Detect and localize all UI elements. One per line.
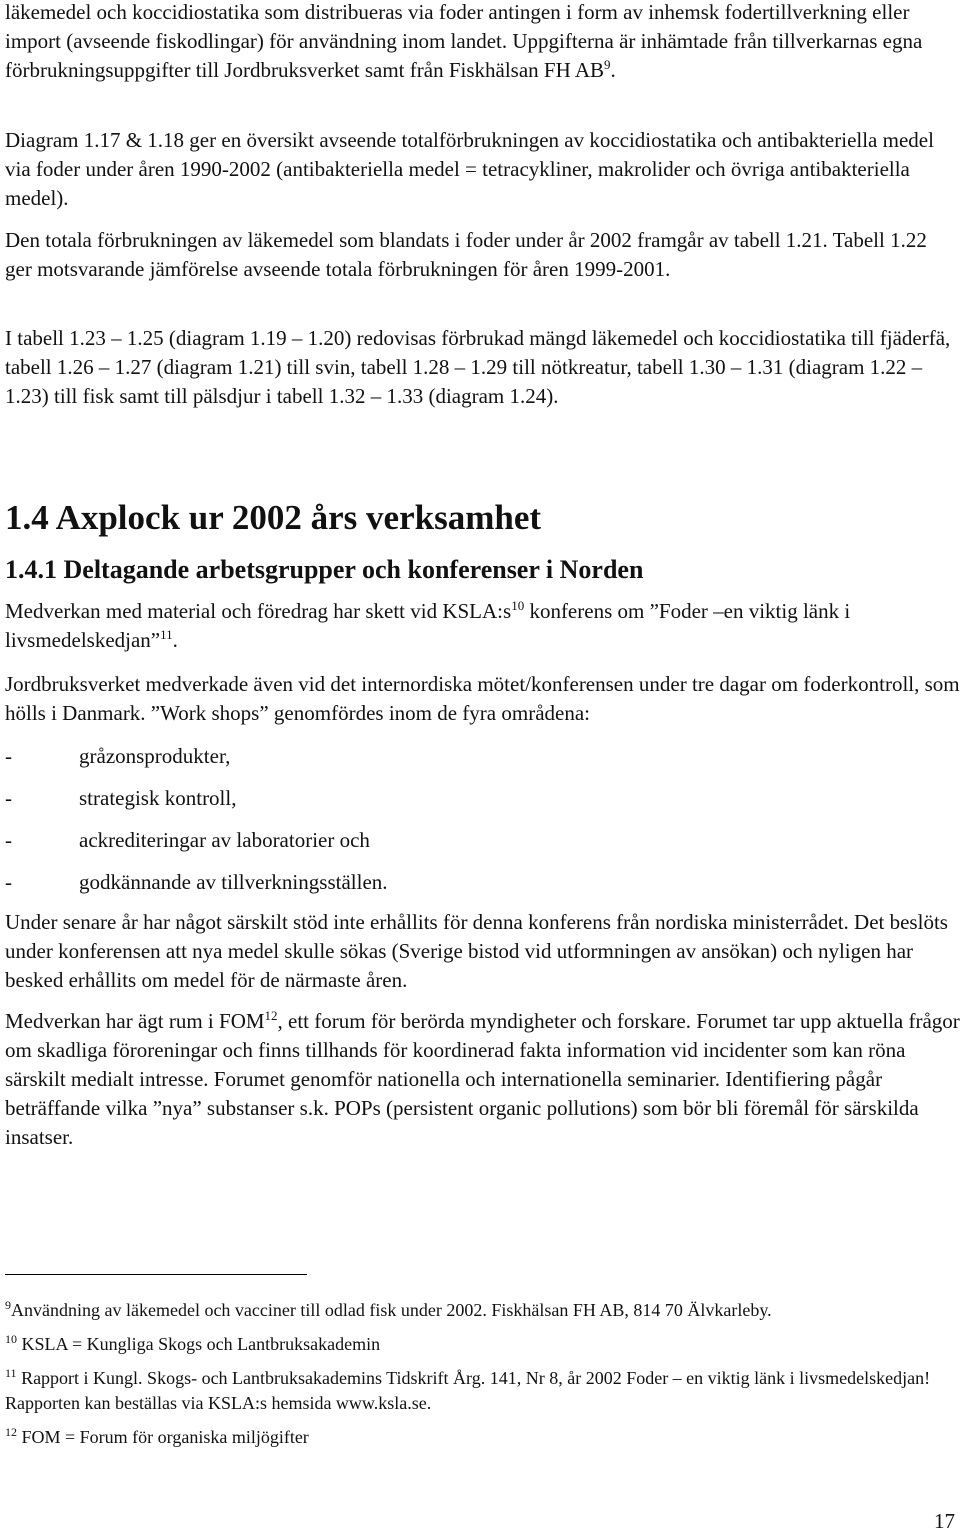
- list-dash: -: [5, 786, 12, 810]
- intro-end: .: [610, 58, 616, 82]
- paragraph-medverkan: [5, 597, 955, 655]
- paragraph-tabell: I tabell 1.23 – 1.25 (diagram 1.19 – 1.20) redovisas förbrukad mängd läkemedel och koccidiostatika till fjäderfä, tabell 1.26 – 1.27 (diagram 1.21) till svin, tabell 1.28 – 1.29 till nötkreatur, tabell 1.30 – 1.31 (diagram 1.22 – 1.23) till fisk samt till pälsdjur i tabell 1.32 – 1.33 (diagram 1.24).: [5, 326, 951, 408]
- paragraph-fom: [5, 1007, 960, 1152]
- footnote-11: [5, 1366, 955, 1416]
- footnote-number: 12: [5, 1425, 17, 1439]
- footnote-9: [5, 1298, 955, 1323]
- footnote-text: KSLA = Kungliga Skogs och Lantbruksakademin: [17, 1334, 381, 1354]
- footnote-divider: [5, 1274, 307, 1275]
- fom-text-b: , ett forum för berörda myndigheter och forskare. Forumet tar upp aktuella frågor om skadliga föroreningar och finns tillhands för koordinerad fakta information vid incidenter som kan röna särskilt medialt intresse. Forumet genomför nationella och internationella seminarier. Identifiering pågår beträffande vilka ”nya” substanser s.k. POPs (persistent organic pollutions) som bör bli föremål för särskilda insatser.: [5, 1009, 960, 1149]
- section-heading: 1.4 Axplock ur 2002 års verksamhet: [5, 498, 542, 537]
- list-dash: -: [5, 828, 12, 852]
- footnote-text: FOM = Forum för organiska miljögifter: [17, 1427, 309, 1447]
- paragraph-under: Under senare år har något särskilt stöd inte erhållits för denna konferens från nordiska ministerrådet. Det beslöts under konferensen att nya medel skulle sökas (Sverige bistod vid utformningen av ansökan) och nyligen har besked erhållits om medel för de närmaste åren.: [5, 910, 948, 992]
- medverkan-text-b: konferens om ”Foder –en viktig länk i livsmedelskedjan”: [5, 599, 851, 652]
- footnote-ref-9: 9: [604, 57, 611, 72]
- list-item-text: strategisk kontroll,: [79, 786, 237, 810]
- footnote-number: 9: [5, 1298, 11, 1312]
- list-dash: -: [5, 744, 12, 768]
- footnote-ref-12: 12: [264, 1008, 278, 1023]
- footnote-12: [5, 1425, 955, 1450]
- footnote-ref-11: 11: [160, 627, 173, 642]
- paragraph-intro: [5, 0, 955, 85]
- paragraph-diagram: Diagram 1.17 & 1.18 ger en översikt avseende totalförbrukningen av koccidiostatika och antibakteriella medel via foder under åren 1990-2002 (antibakteriella medel = tetracykliner, makrolider och övriga antibakteriella medel).: [5, 128, 934, 210]
- medverkan-text-a: Medverkan med material och föredrag har skett vid KSLA:s: [5, 599, 512, 623]
- list-dash: -: [5, 870, 12, 894]
- footnote-text: Rapport i Kungl. Skogs- och Lantbruksakademins Tidskrift Årg. 141, Nr 8, år 2002 Foder – en viktig länk i livsmedelskedjan! Rapporten kan beställas via KSLA:s hemsida www.ksla.se.: [5, 1368, 931, 1413]
- fom-text-a: Medverkan har ägt rum i FOM: [5, 1009, 265, 1033]
- footnote-ref-10: 10: [511, 598, 525, 613]
- page-number: 17: [934, 1509, 955, 1533]
- paragraph-total: Den totala förbrukningen av läkemedel som blandats i foder under år 2002 framgår av tabell 1.21. Tabell 1.22 ger motsvarande jämförelse avseende totala förbrukningen för åren 1999-2001.: [5, 228, 927, 281]
- list-item-text: gråzonsprodukter,: [79, 744, 231, 768]
- medverkan-text-c: .: [172, 628, 178, 652]
- footnote-number: 11: [5, 1366, 17, 1380]
- subsection-heading: 1.4.1 Deltagande arbetsgrupper och konferenser i Norden: [5, 555, 644, 584]
- paragraph-jordbruksverket: Jordbruksverket medverkade även vid det internordiska mötet/konferensen under tre dagar om foderkontroll, som hölls i Danmark. ”Work shops” genomfördes inom de fyra områdena:: [5, 672, 960, 725]
- footnote-text: Användning av läkemedel och vacciner till odlad fisk under 2002. Fiskhälsan FH AB, 814 70 Älvkarleby.: [11, 1300, 772, 1320]
- list-item-text: ackrediteringar av laboratorier och: [79, 828, 370, 852]
- footnote-10: [5, 1332, 955, 1357]
- intro-text: läkemedel och koccidiostatika som distribueras via foder antingen i form av inhemsk fodertillverkning eller import (avseende fiskodlingar) för användning inom landet. Uppgifterna är inhämtade från tillverkarnas egna förbrukningsuppgifter till Jordbruksverket samt från Fiskhälsan FH AB: [5, 0, 923, 82]
- footnotes: [5, 1298, 955, 1459]
- footnote-number: 10: [5, 1332, 17, 1346]
- list-item-text: godkännande av tillverkningsställen.: [79, 870, 388, 894]
